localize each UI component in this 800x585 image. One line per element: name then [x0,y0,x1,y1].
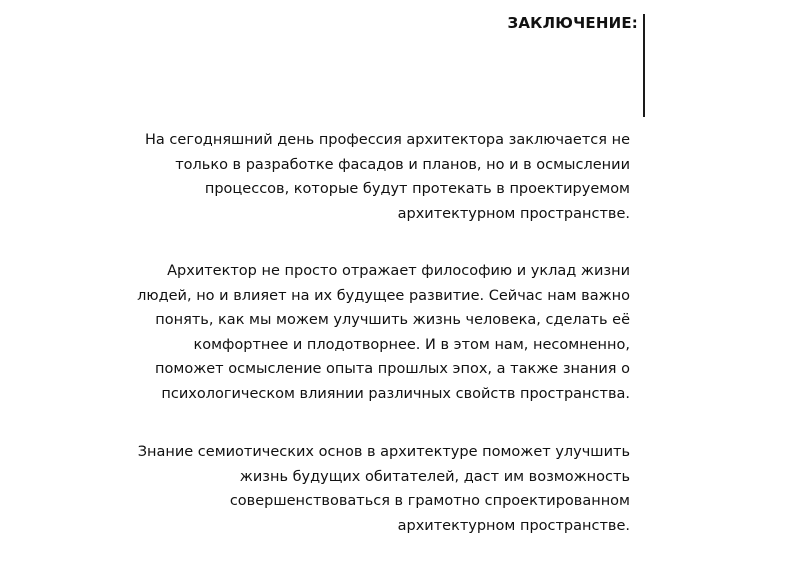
paragraph-line: комфортнее и плодотворнее. И в этом нам, несомненно, [193,336,630,353]
paragraph-line: архитектурном пространстве. [397,205,630,222]
paragraph-line: людей, но и влияет на их будущее развитие. Сейчас нам важно [137,287,630,304]
paragraph-line: архитектурном пространстве. [397,517,630,534]
paragraph-2 [20,259,630,407]
paragraph-line: психологическом влиянии различных свойств пространства. [161,385,630,402]
paragraph-line: поможет осмысление опыта прошлых эпох, а также знания о [155,361,630,378]
paragraph-3 [20,440,630,538]
slide-title: ЗАКЛЮЧЕНИЕ: [507,14,638,32]
paragraph-line: Знание семиотических основ в архитектуре поможет улучшить [137,444,630,460]
paragraph-line: На сегодняшний день профессия архитектора заключается не [145,132,630,148]
vertical-divider [643,14,645,117]
paragraph-1 [20,128,630,226]
paragraph-line: процессов, которые будут протекать в проектируемом [204,181,630,198]
paragraph-line: совершенствоваться в грамотно спроектированном [229,493,630,510]
paragraph-line: только в разработке фасадов и планов, но и в осмыслении [175,156,630,173]
paragraph-line: Архитектор не просто отражает философию и уклад жизни [167,263,630,279]
paragraph-line: жизнь будущих обитателей, даст им возможность [239,468,630,485]
paragraph-line: понять, как мы можем улучшить жизнь человека, сделать её [155,312,630,329]
